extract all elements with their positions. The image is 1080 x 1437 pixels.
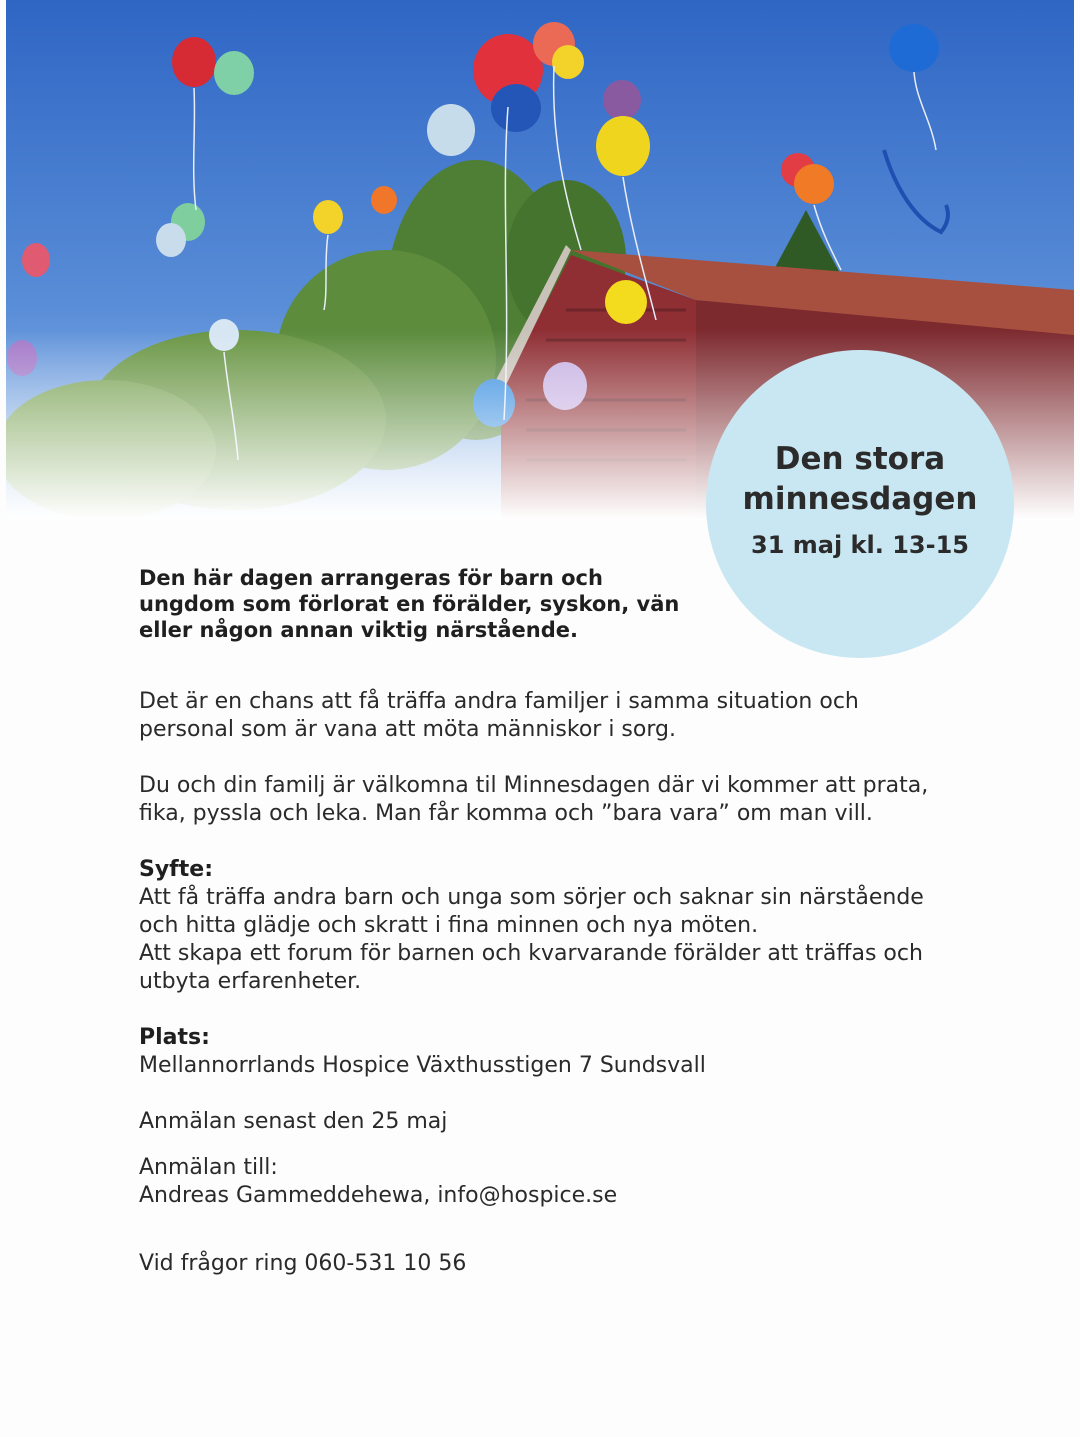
event-date: 31 maj kl. 13-15: [751, 531, 969, 559]
questions-phone: Vid frågor ring 060-531 10 56: [139, 1251, 467, 1276]
flyer-body: [139, 565, 939, 1278]
location-label: Plats:: [139, 1025, 210, 1050]
event-title: Den stora minnesdagen: [742, 441, 978, 517]
registration-section: [139, 1154, 939, 1210]
intro-text: Den här dagen arrangeras för barn och ungdom som förlorat en förälder, syskon, vän eller någon annan viktig närstående.: [139, 566, 680, 642]
purpose-label: Syfte:: [139, 857, 213, 882]
location-section: [139, 1024, 939, 1080]
purpose-section: [139, 856, 939, 996]
location-value: Mellannorrlands Hospice Växthusstigen 7 Sundsvall: [139, 1053, 706, 1078]
registration-deadline: Anmälan senast den 25 maj: [139, 1109, 448, 1134]
registration-contact: Andreas Gammeddehewa, info@hospice.se: [139, 1183, 618, 1208]
purpose-line-1: Att få träffa andra barn och unga som sörjer och saknar sin närstående och hitta glädje och skratt i fina minnen och nya möten.: [139, 885, 924, 938]
paragraph-welcome: Du och din familj är välkomna til Minnesdagen där vi kommer att prata, fika, pyssla och leka. Man får komma och ”bara vara” om man vill.: [139, 773, 929, 826]
registration-label: Anmälan till:: [139, 1155, 278, 1180]
paragraph-chance: Det är en chans att få träffa andra familjer i samma situation och personal som är vana att möta människor i sorg.: [139, 689, 859, 742]
purpose-line-2: Att skapa ett forum för barnen och kvarvarande förälder att träffas och utbyta erfarenheter.: [139, 941, 923, 994]
